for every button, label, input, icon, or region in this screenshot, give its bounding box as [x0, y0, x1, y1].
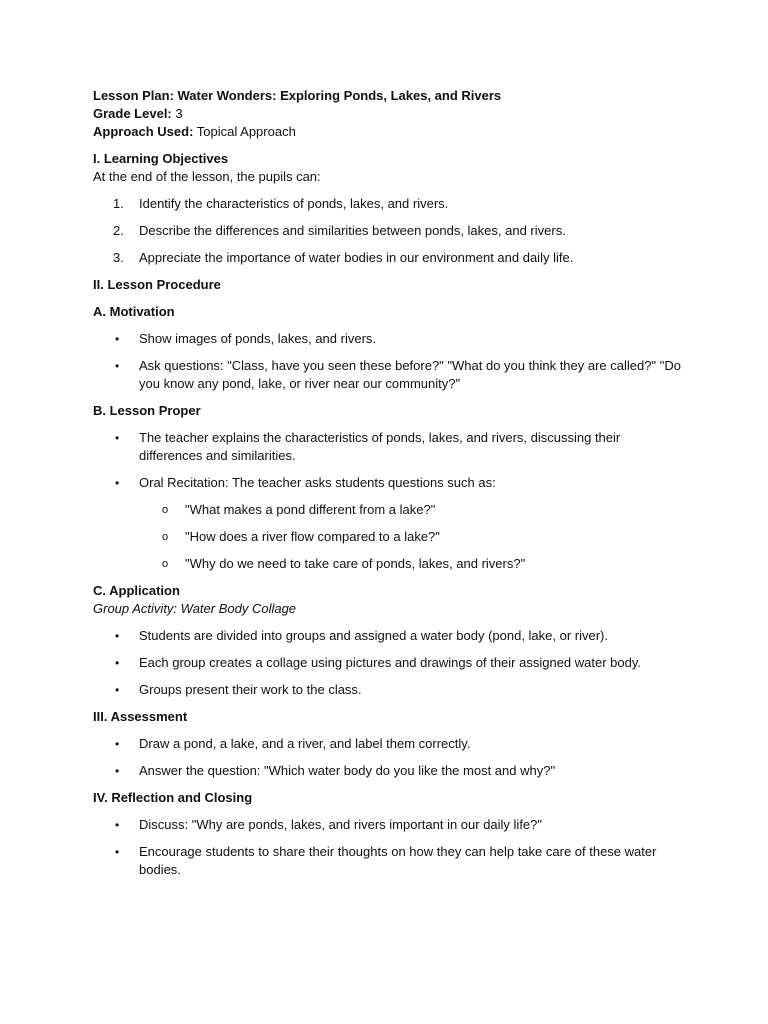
- circle-bullet-icon: o: [162, 558, 169, 570]
- list-item: [93, 654, 683, 672]
- assessment-heading: III. Assessment: [93, 709, 188, 724]
- list-item: [93, 429, 683, 465]
- list-item-text: Encourage students to share their thoughts on how they can help take care of these water bodies.: [139, 844, 657, 877]
- list-number: 3.: [113, 250, 124, 265]
- bullet-icon: •: [115, 737, 120, 751]
- list-item-text: The teacher explains the characteristics of ponds, lakes, and rivers, discussing their differences and similarities.: [139, 430, 621, 463]
- sub-list-item: [93, 501, 683, 519]
- document-title: Lesson Plan: Water Wonders: Exploring Ponds, Lakes, and Rivers: [93, 88, 502, 103]
- lesson-proper-list: [93, 429, 683, 492]
- list-number: 2.: [113, 223, 124, 238]
- bullet-icon: •: [115, 332, 120, 346]
- list-item: [93, 627, 683, 645]
- circle-bullet-icon: o: [162, 531, 169, 543]
- list-item-text: "How does a river flow compared to a lake?": [185, 529, 440, 544]
- bullet-icon: •: [115, 845, 120, 859]
- list-item-text: Ask questions: "Class, have you seen these before?" "What do you think they are called?" "Do you know any pond, lake, or river near our community?": [139, 358, 681, 391]
- reflection-list: [93, 816, 683, 879]
- list-item-text: Show images of ponds, lakes, and rivers.: [139, 331, 377, 346]
- approach-value: Topical Approach: [193, 124, 296, 139]
- list-item-text: Groups present their work to the class.: [139, 682, 362, 697]
- bullet-icon: •: [115, 818, 120, 832]
- list-item-text: Discuss: "Why are ponds, lakes, and rivers important in our daily life?": [139, 817, 543, 832]
- list-item: [93, 681, 683, 699]
- list-number: 1.: [113, 196, 124, 211]
- list-item-text: Students are divided into groups and assigned a water body (pond, lake, or river).: [139, 628, 608, 643]
- sub-list-item: [93, 555, 683, 573]
- list-item-text: Appreciate the importance of water bodies in our environment and daily life.: [139, 250, 574, 265]
- list-item-text: "What makes a pond different from a lake?": [185, 502, 436, 517]
- application-list: [93, 627, 683, 699]
- list-item: [93, 816, 683, 834]
- list-item: [93, 762, 683, 780]
- approach-line: [93, 123, 683, 141]
- assessment-list: [93, 735, 683, 780]
- objectives-intro: At the end of the lesson, the pupils can:: [93, 169, 321, 184]
- motivation-heading: A. Motivation: [93, 304, 175, 319]
- bullet-icon: •: [115, 431, 120, 445]
- oral-recitation-questions: [93, 501, 683, 573]
- grade-level-line: [93, 105, 683, 123]
- application-subtitle: Group Activity: Water Body Collage: [93, 601, 297, 616]
- list-item-text: Answer the question: "Which water body do you like the most and why?": [139, 763, 556, 778]
- bullet-icon: •: [115, 476, 120, 490]
- list-item: [93, 330, 683, 348]
- list-item-text: Identify the characteristics of ponds, lakes, and rivers.: [139, 196, 449, 211]
- list-item-text: Draw a pond, a lake, and a river, and label them correctly.: [139, 736, 471, 751]
- circle-bullet-icon: o: [162, 504, 169, 516]
- objectives-heading: I. Learning Objectives: [93, 151, 229, 166]
- objectives-list: [93, 195, 683, 267]
- approach-label: Approach Used:: [93, 124, 194, 139]
- list-item: [93, 357, 683, 393]
- procedure-heading: II. Lesson Procedure: [93, 277, 221, 292]
- application-heading: C. Application: [93, 583, 180, 598]
- bullet-icon: •: [115, 629, 120, 643]
- list-item-text: Each group creates a collage using pictures and drawings of their assigned water body.: [139, 655, 641, 670]
- lesson-proper-heading: B. Lesson Proper: [93, 403, 201, 418]
- list-item: [93, 195, 683, 213]
- motivation-list: [93, 330, 683, 393]
- lesson-plan-document: [93, 87, 683, 888]
- grade-level-label: Grade Level:: [93, 106, 172, 121]
- bullet-icon: •: [115, 656, 120, 670]
- bullet-icon: •: [115, 359, 120, 373]
- bullet-icon: •: [115, 683, 120, 697]
- list-item-text: "Why do we need to take care of ponds, lakes, and rivers?": [185, 556, 526, 571]
- list-item: [93, 222, 683, 240]
- list-item: [93, 735, 683, 753]
- sub-list-item: [93, 528, 683, 546]
- list-item: [93, 474, 683, 492]
- list-item-text: Describe the differences and similarities between ponds, lakes, and rivers.: [139, 223, 566, 238]
- bullet-icon: •: [115, 764, 120, 778]
- reflection-heading: IV. Reflection and Closing: [93, 790, 253, 805]
- list-item: [93, 249, 683, 267]
- list-item: [93, 843, 683, 879]
- grade-level-value: 3: [171, 106, 183, 121]
- list-item-text: Oral Recitation: The teacher asks students questions such as:: [139, 475, 496, 490]
